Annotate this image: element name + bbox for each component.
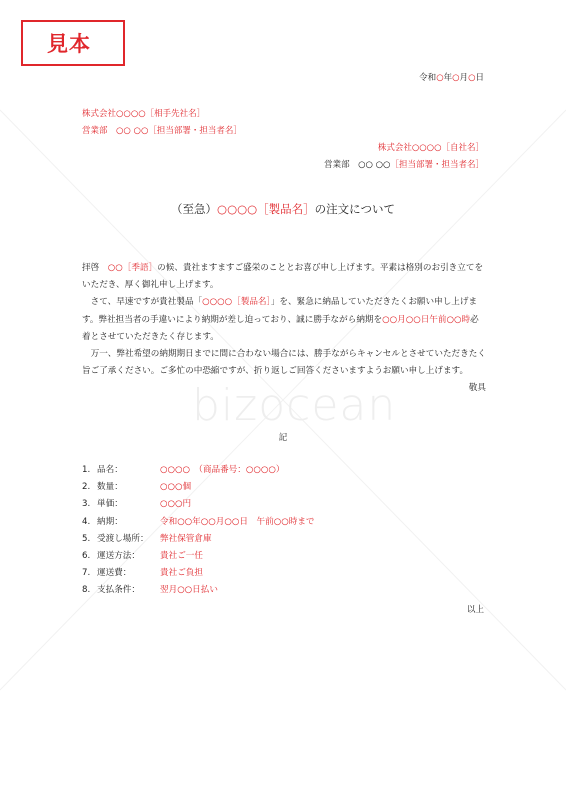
sender-company: 株式会社○○○○［自社名］ [377, 143, 484, 153]
recipient-dept: 営業部 ○○ ○○［担当部署・担当者名］ [82, 126, 242, 136]
end-mark: 以上 [466, 605, 484, 615]
closing: 敬具 [468, 383, 486, 394]
watermark-text: bizocean [192, 380, 397, 431]
date: 令和○年○月○日 [419, 73, 484, 83]
paragraph-cancel: 万一、弊社希望の納期期日までに間に合わない場合には、勝手ながらキャンセルとさせていただきたく旨ご了承ください。ご多忙の中恐縮ですが、折り返しご回答くださいますようお願い申し上げます。 [82, 349, 486, 377]
paragraph-greeting: 拝啓 ○○［季語］の候、貴社ますますご盛栄のこととお喜び申し上げます。平素は格別のお引き立てをいただき、厚く御礼申し上げます。 [82, 263, 484, 291]
sender-dept: 営業部 ○○ ○○［担当部署・担当者名］ [324, 160, 484, 170]
letter-body [82, 260, 486, 398]
document-title: （至急）○○○○［製品名］の注文について [171, 202, 395, 216]
recipient-company: 株式会社○○○○［相手先社名］ [82, 109, 206, 119]
ki-heading: 記 [278, 433, 288, 443]
paragraph-request: さて、早速ですが貴社製品「○○○○［製品名］」を、緊急に納品していただきたくお願い申し上げます。弊社担当者の手違いにより納期が差し迫っており、誠に勝手ながら納期を○○月○○日午前○○時必着とさせていただきたく存じます。 [82, 297, 479, 342]
sample-stamp: 見本 [21, 20, 125, 66]
